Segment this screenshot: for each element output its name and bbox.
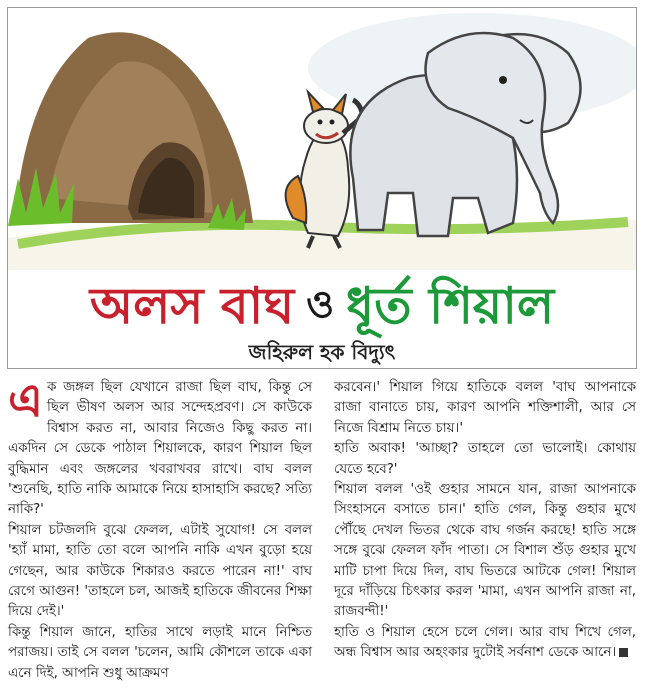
drop-cap: এ (8, 373, 43, 427)
paragraph-text: হাতি ও শিয়াল হেসে চলে গেল। আর বাঘ শিখে গেল, অন্ধ বিশ্বাস আর অহংকার দুটোই সর্বনাশ ডেকে আনে। (334, 624, 636, 661)
end-mark-icon (619, 648, 628, 657)
story-title (8, 276, 636, 334)
story-column-right (334, 378, 636, 664)
paragraph-text: ক জঙ্গল ছিল যেখানে রাজা ছিল বাঘ, কিন্তু সে ছিল ভীষণ অলস আর সন্দেহপ্রবণ। সে কাউকে বিশ্বাস করত না, আবার নিজেও কিছু করত না। একদিন সে ডেকে পাঠাল শিয়ালকে, কারণ শিয়াল ছিল বুদ্ধিমান এবং জঙ্গলের খবরাখবর রাখে। বাঘ বলল 'শুনেছি, হাতি নাকি আমাকে নিয়ে হাসাহাসি করছে? সত্যি নাকি?' (8, 380, 312, 518)
author-byline: জহিরুল হক বিদ্যুৎ (248, 340, 396, 364)
story-header-panel (7, 7, 637, 369)
paragraph: হাতি অবাক! 'আচ্ছা? তাহলে তো ভালোই। কোথায় যেতে হবে?' (334, 441, 636, 477)
title-and: ও (306, 282, 335, 326)
title-clever-fox: ধূর্ত শিয়াল (346, 277, 555, 335)
story-column-left (8, 373, 312, 684)
paragraph: কিন্তু শিয়াল জানে, হাতির সাথে লড়াই মানে নিশ্চিত পরাজয়। তাই সে বলল 'চলেন, আমি কৌশলে তাকে একা এনে দিই, আপনি শুধু আক্রমণ (8, 624, 312, 681)
paragraph (334, 623, 636, 664)
title-lazy-tiger: অলস বাঘ (89, 277, 295, 335)
paragraph: শিয়াল বলল 'ওই গুহার সামনে যান, রাজা আপনাকে সিংহাসনে বসাতে চান।' হাতি গেল, কিন্তু গুহার মুখে পৌঁছে দেখল ভিতর থেকে বাঘ গর্জন করছে! হাতি সঙ্গে সঙ্গে বুঝে ফেলল ফাঁদ পাতা। সে বিশাল শুঁড় গুহার মুখে মাটি চাপা দিয়ে দিল, বাঘ ভিতরে আটকে গেল! শিয়াল দূরে দাঁড়িয়ে চিৎকার করল 'মামা, এখন আপনি রাজা না, রাজবন্দী!' (334, 482, 636, 620)
paragraph: করবেন।' শিয়াল গিয়ে হাতিকে বলল 'বাঘ আপনাকে রাজা বানাতে চায়, কারণ আপনি শক্তিশালী, আর সে নিজে বিশ্রাম নিতে চায়।' (334, 380, 636, 436)
paragraph: শিয়াল চটজলদি বুঝে ফেলল, এটাই সুযোগ! সে বলল 'হ্যাঁ মামা, হাতি তো বলে আপনি নাকি এখন বুড়ো হয়ে গেছেন, আর কাউকে শিকারও করতে পারেন না!' বাঘ রেগে আগুন! 'তাহলে চল, আজই হাতিকে জীবনের শিক্ষা দিয়ে দেই।' (8, 522, 312, 620)
illustration (8, 8, 636, 270)
paragraph (8, 373, 312, 521)
